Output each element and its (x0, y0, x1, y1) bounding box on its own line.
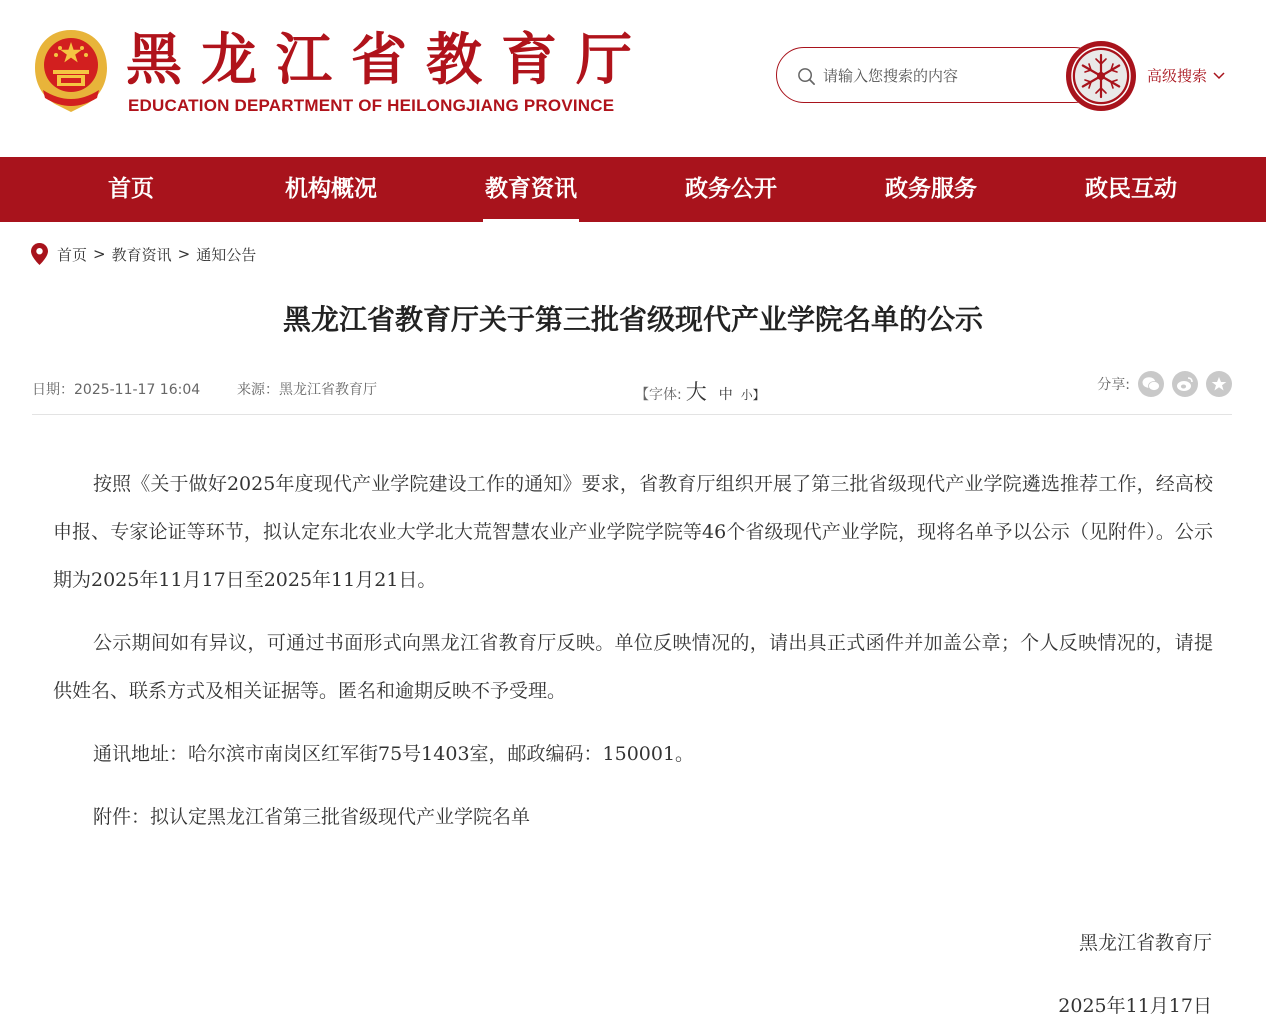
breadcrumb-education-news[interactable]: 教育资讯 (111, 245, 172, 264)
signature-date: 2025年11月17日 (1058, 995, 1212, 1017)
article-body (53, 460, 1213, 856)
main-nav (0, 157, 1266, 222)
breadcrumb-separator: > (93, 245, 106, 263)
search-box (776, 47, 1102, 103)
share-favorite-button[interactable] (1206, 371, 1232, 397)
breadcrumb-notices[interactable]: 通知公告 (196, 245, 257, 264)
search-input[interactable] (821, 62, 1075, 90)
breadcrumb-home[interactable]: 首页 (57, 245, 88, 264)
breadcrumb (31, 243, 256, 265)
site-title: 黑龙江省教育厅 (126, 28, 651, 93)
advanced-search-link[interactable] (1147, 65, 1225, 86)
nav-item-interaction[interactable]: 政民互动 (1085, 176, 1177, 202)
font-size-medium-button[interactable]: 中 (718, 387, 733, 403)
article-date: 日期：2025-11-17 16:04 (32, 382, 201, 398)
share-wechat-button[interactable] (1138, 371, 1164, 397)
wechat-icon (1142, 376, 1160, 392)
search-icon (797, 67, 816, 86)
search-button[interactable] (1066, 41, 1136, 111)
site-header (0, 0, 1266, 157)
article-paragraph: 公示期间如有异议，可通过书面形式向黑龙江省教育厅反映。单位反映情况的，请出具正式函件并加盖公章；个人反映情况的，请提供姓名、联系方式及相关证据等。匿名和逾期反映不予受理。 (53, 632, 1213, 702)
share-weibo-button[interactable] (1172, 371, 1198, 397)
signature-org: 黑龙江省教育厅 (1078, 932, 1212, 954)
font-size-small-button[interactable]: 小】 (740, 388, 765, 402)
font-size-large-button[interactable]: 大 (685, 380, 707, 404)
share-label: 分享: (1097, 377, 1130, 393)
breadcrumb-separator: > (177, 245, 191, 263)
article-source: 来源：黑龙江省教育厅 (237, 382, 377, 398)
chevron-down-icon (1213, 72, 1225, 80)
attachment-link[interactable]: 附件：拟认定黑龙江省第三批省级现代产业学院名单 (93, 806, 531, 828)
national-emblem-icon (31, 28, 111, 114)
location-pin-icon (31, 243, 48, 265)
nav-item-government-services[interactable]: 政务服务 (885, 176, 977, 202)
article-paragraph: 通讯地址：哈尔滨市南岗区红军街75号1403室，邮政编码：150001。 (93, 743, 695, 765)
nav-item-government-affairs[interactable]: 政务公开 (685, 176, 777, 202)
site-subtitle: EDUCATION DEPARTMENT OF HEILONGJIANG PROVINCE (128, 96, 615, 115)
favorite-icon (1211, 376, 1227, 392)
advanced-search-label: 高级搜索 (1147, 67, 1208, 85)
weibo-icon (1176, 376, 1194, 392)
article-paragraph: 按照《关于做好2025年度现代产业学院建设工作的通知》要求，省教育厅组织开展了第三批省级现代产业学院遴选推荐工作，经高校申报、专家论证等环节，拟认定东北农业大学北大荒智慧农业产业学院学院等46个省级现代产业学院，现将名单予以公示（见附件）。公示期为2025年11月17日至2025年11月21日。 (53, 473, 1213, 591)
nav-item-education-news[interactable]: 教育资讯 (431, 157, 631, 222)
nav-item-about[interactable]: 机构概况 (285, 176, 377, 202)
snowflake-icon (1066, 41, 1136, 111)
article-meta (32, 376, 1232, 415)
article-title: 黑龙江省教育厅关于第三批省级现代产业学院名单的公示 (282, 303, 983, 336)
font-size-control (635, 376, 765, 406)
share-bar (1097, 371, 1232, 397)
font-size-label: 【字体: (635, 387, 682, 403)
nav-item-home[interactable]: 首页 (108, 176, 154, 202)
